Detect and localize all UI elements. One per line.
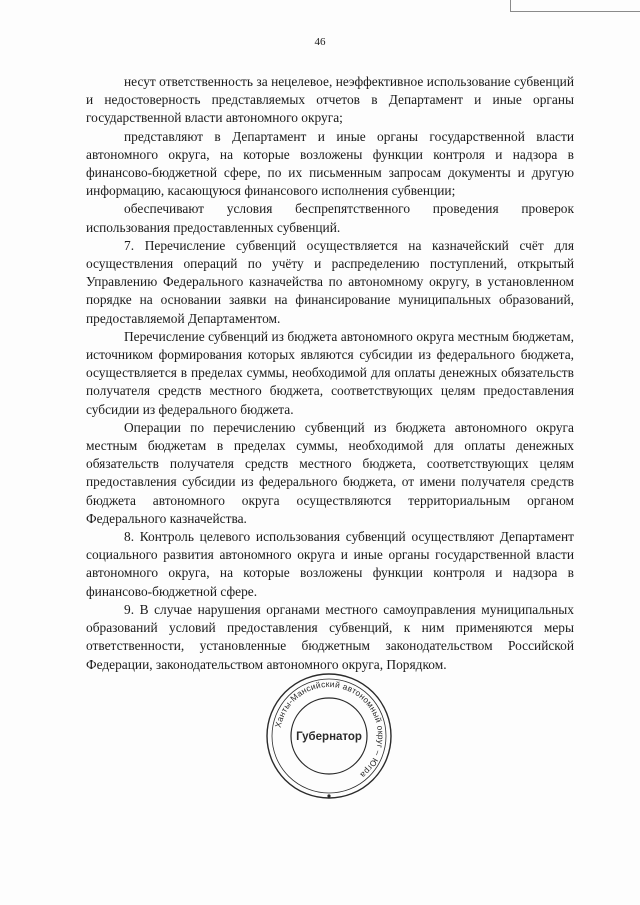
paragraph: Операции по перечислению субвенций из бюджета автономного округа местным бюджетам в пределах суммы, необходимой для оплаты денежных обязательств получателя средств местного бюджета, соответствующих целям предоставления субсидии из федерального бюджета, от имени получателя средств бюджета автономного округа осуществляются территориальным органом Федерального казначейства.	[86, 419, 574, 526]
paragraph: представляют в Департамент и иные органы государственной власти автономного округа, на которые возложены функции контроля и надзора в финансово-бюджетной сфере, по их письменным запросам документы и другую информацию, касающуюся финансового исполнения субвенции;	[86, 128, 574, 199]
body-text	[86, 73, 574, 674]
paragraph: 8. Контроль целевого использования субвенций осуществляют Департамент социального развития автономного округа и иные органы государственной власти автономного округа, на которые возложены функции контроля и надзора в финансово-бюджетной сфере.	[86, 529, 574, 599]
seal-graphic	[262, 660, 396, 808]
paragraph: Перечисление субвенций из бюджета автономного округа местным бюджетам, источником формирования которых являются субсидии из федерального бюджета, осуществляется в пределах суммы, необходимой для оплаты денежных обязательств получателя средств местного бюджета, соответствующих целям предоставления субсидии из федерального бюджета.	[86, 328, 574, 417]
governor-seal	[262, 660, 396, 808]
page-number: 46	[314, 36, 326, 48]
paragraph: 9. В случае нарушения органами местного самоуправления муниципальных образований условий предоставления субвенций, к ним применяются меры ответственности, установленные бюджетным законодательством Российской Федерации, законодательством автономного округа, Порядком.	[86, 601, 574, 672]
paragraph: обеспечивают условия беспрепятственного проведения проверок использования предоставленных субвенций.	[86, 201, 574, 235]
seal-dot	[327, 794, 330, 797]
seal-center-text: Губернатор	[296, 731, 362, 743]
scan-edge-mark	[510, 0, 640, 12]
paragraph: 7. Перечисление субвенций осуществляется на казначейский счёт для осуществления операций по учёту и распределению поступлений, открытый Управлению Федерального казначейства по автономному округу, в установленном порядке на основании заявки на финансирование муниципальных образований, предоставляемой Департаментом.	[86, 237, 574, 326]
paragraph: несут ответственность за нецелевое, неэффективное использование субвенций и недостоверность представляемых отчетов в Департамент и иные органы государственной власти автономного округа;	[86, 74, 574, 126]
seal-ring-text: Ханты-Мансийский автономный округ – Югра	[272, 678, 387, 781]
